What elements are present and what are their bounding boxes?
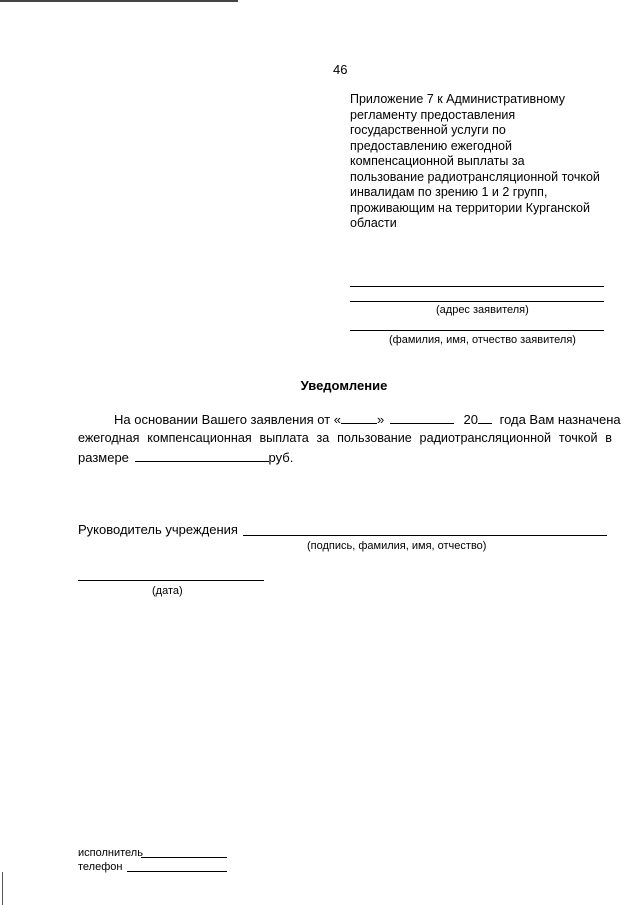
page-number: 46	[333, 62, 348, 77]
scan-edge-mark	[2, 872, 3, 905]
signature-caption: (подпись, фамилия, имя, отчество)	[307, 540, 487, 552]
appendix-line: компенсационной выплаты за	[350, 154, 525, 168]
address-line-2[interactable]	[350, 301, 604, 302]
phone-line[interactable]	[127, 871, 227, 872]
month-blank[interactable]	[390, 411, 454, 424]
top-rule	[0, 0, 238, 2]
applicant-name-line[interactable]	[350, 330, 604, 331]
notice-text: »	[377, 412, 385, 427]
document-title: Уведомление	[300, 378, 388, 393]
date-caption: (дата)	[152, 585, 183, 597]
signature-line[interactable]	[243, 535, 607, 536]
appendix-line: проживающим на территории Курганской	[350, 200, 590, 215]
executor-label: исполнитель	[78, 847, 143, 859]
notice-text: руб.	[268, 450, 294, 465]
year-blank[interactable]	[478, 411, 492, 424]
address-line-1[interactable]	[350, 286, 604, 287]
appendix-line: инвалидам по зрению 1 и 2 групп,	[350, 185, 548, 199]
notice-line-3	[78, 448, 612, 467]
date-line[interactable]	[78, 580, 264, 581]
applicant-name-caption: (фамилия, имя, отчество заявителя)	[389, 334, 576, 346]
appendix-line: государственной услуги по	[350, 123, 506, 137]
appendix-line: Приложение 7 к Административному	[350, 92, 566, 106]
notice-line-1	[78, 410, 621, 429]
notice-text: размере	[78, 450, 129, 465]
appendix-line: пользование радиотрансляционной точкой	[350, 169, 600, 184]
notice-text: На основании Вашего заявления от «	[114, 412, 342, 427]
appendix-line: предоставлению ежегодной	[350, 138, 512, 153]
phone-label: телефон	[78, 861, 123, 873]
signature-label: Руководитель учреждения	[78, 522, 238, 537]
appendix-line: регламенту предоставления	[350, 107, 516, 122]
address-caption: (адрес заявителя)	[436, 304, 529, 316]
notice-body	[78, 410, 621, 467]
appendix-heading	[350, 92, 612, 232]
appendix-line: области	[350, 216, 397, 230]
notice-line-2: ежегодная компенсационная выплата за пользование радиотрансляционной точкой в	[78, 431, 612, 445]
amount-blank[interactable]	[135, 449, 269, 462]
notice-text: года Вам назначена	[499, 412, 621, 427]
executor-line[interactable]	[141, 857, 227, 858]
day-blank[interactable]	[341, 411, 377, 424]
signature-row	[78, 522, 238, 537]
notice-text: 20	[463, 412, 478, 427]
